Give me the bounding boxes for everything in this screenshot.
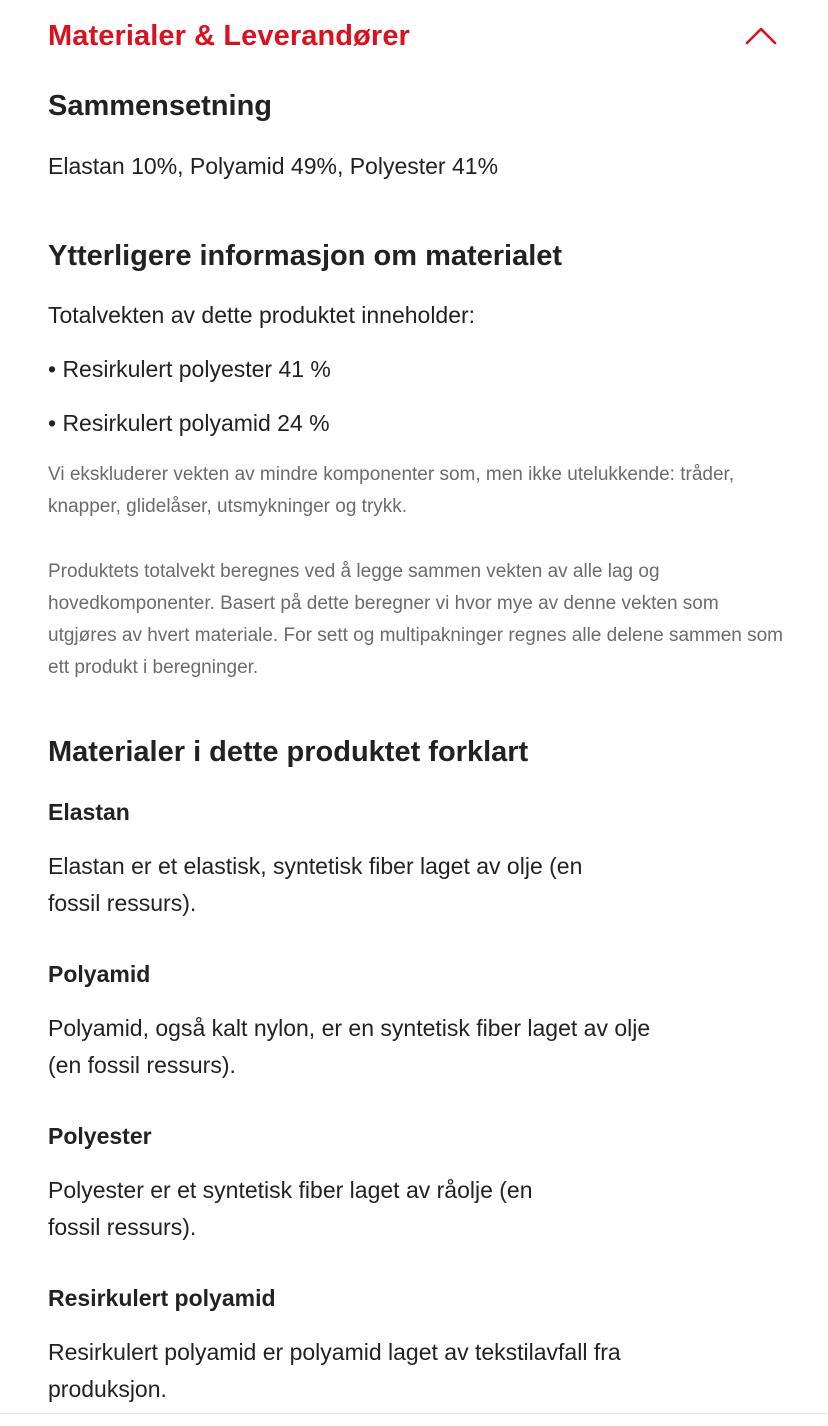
chevron-up-icon[interactable]: [744, 24, 778, 46]
bottom-divider: [0, 1413, 828, 1414]
accordion-title: Materialer & Leverandører: [48, 20, 410, 52]
bullet-item: • Resirkulert polyester 41 %: [48, 356, 331, 382]
material-description-line: (en fossil ressurs).: [48, 1052, 236, 1078]
material-description-line: Polyamid, også kalt nylon, er en syntetisk fiber laget av olje: [48, 1015, 651, 1041]
material-description-line: Elastan er et elastisk, syntetisk fiber laget av olje (en: [48, 853, 583, 879]
material-name-recycled-polyamid: Resirkulert polyamid: [48, 1285, 276, 1311]
material-name-polyester: Polyester: [48, 1123, 152, 1149]
composition-text: Elastan 10%, Polyamid 49%, Polyester 41%: [48, 153, 499, 179]
material-description-line: fossil ressurs).: [48, 890, 197, 916]
more-info-intro: Totalvekten av dette produktet inneholder:: [48, 302, 476, 328]
bullet-item: • Resirkulert polyamid 24 %: [48, 410, 330, 436]
material-description-line: Resirkulert polyamid er polyamid laget av tekstilavfall fra: [48, 1339, 621, 1365]
material-description-line: produksjon.: [48, 1376, 167, 1402]
material-name-elastan: Elastan: [48, 799, 130, 825]
composition-heading: Sammensetning: [48, 90, 272, 122]
material-description-line: fossil ressurs).: [48, 1214, 197, 1240]
weight-calculation-note: Produktets totalvekt beregnes ved å legge sammen vekten av alle lag og hovedkomponenter. Basert på dette beregner vi hvor mye av denne vekten som utgjøres av hvert materiale. For sett og multipakninger regnes alle delene sammen som ett produkt i beregninger.: [48, 561, 784, 678]
material-name-polyamid: Polyamid: [48, 961, 151, 987]
weight-exclusion-note: Vi ekskluderer vekten av mindre komponenter som, men ikke utelukkende: tråder, knapper, glidelåser, utsmykninger og trykk.: [48, 464, 735, 517]
materials-accordion-header[interactable]: [48, 14, 780, 62]
material-description-line: Polyester er et syntetisk fiber laget av råolje (en: [48, 1177, 533, 1203]
materials-explained-heading: Materialer i dette produktet forklart: [48, 736, 529, 768]
more-info-heading: Ytterligere informasjon om materialet: [48, 240, 563, 272]
